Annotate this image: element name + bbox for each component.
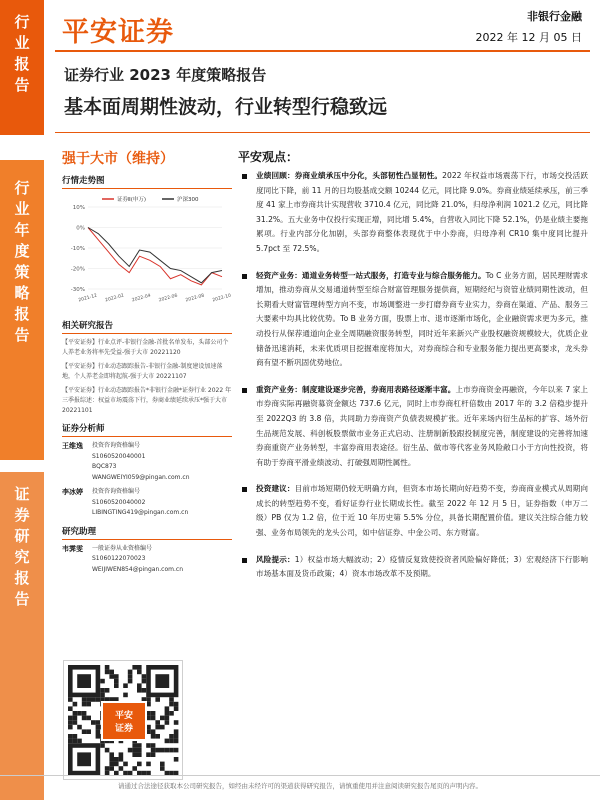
- sidebar-char: 行: [14, 13, 30, 31]
- views-heading: 平安观点：: [238, 150, 299, 164]
- qr-module: [68, 720, 73, 725]
- qr-module: [119, 757, 124, 762]
- view-bullet-text: 目前市场短期仍较无明确方向，但资本市场长期向好趋势不变，券商商业模式从周期向成长的转型趋势不变，看好证券行业长期成长性。截至 2022 年 12 月 5 日，证券指数（申万二级）PB 仅为 1.2 倍，位于近 10 年历史第 5.5% 分位，具备长期配置价值。建议关注综合能力较强、业务布局领先的龙头公司，如中信证券、中金公司、东方财富。: [256, 484, 589, 538]
- qr-module: [114, 679, 119, 684]
- qr-module: [109, 752, 114, 757]
- legend-label: 证券Ⅱ(申万): [117, 197, 146, 203]
- qr-module: [109, 757, 114, 762]
- qr-module: [151, 752, 156, 757]
- sidebar-char: 业: [14, 200, 30, 218]
- view-bullet-title: 业绩回顾：券商业绩承压中分化，头部韧性凸显韧性。: [256, 171, 443, 180]
- qr-module: [146, 743, 151, 748]
- sidebar-research-tag: [0, 472, 44, 800]
- y-tick-label: -10%: [70, 246, 85, 252]
- trend-heading: 行情走势图: [62, 174, 232, 189]
- qr-module: [137, 665, 142, 670]
- legend-label: 沪深300: [177, 197, 199, 203]
- sidebar-char: 报: [14, 305, 30, 323]
- bullet-marker: [242, 174, 247, 179]
- view-bullet: [238, 553, 588, 582]
- analyst-name: 李冰婷: [62, 488, 83, 496]
- view-bullet-title: 风险提示：: [256, 554, 295, 564]
- qr-module: [82, 729, 87, 734]
- qr-module: [169, 734, 174, 739]
- qr-module: [174, 702, 179, 707]
- qr-module: [142, 679, 147, 684]
- qr-module: [151, 729, 156, 734]
- qr-module: [155, 725, 160, 730]
- analyst-name: 王维逸: [62, 442, 83, 450]
- series-line: [88, 228, 222, 283]
- related-report-item[interactable]: 【平安证券】行业动态跟踪报告*非银行金融*证券行业 2022 年三季报综述：权益市场震荡下行，券商业绩延续承压*强于大市 20221101: [62, 387, 232, 414]
- qr-module: [68, 734, 73, 739]
- qr-module: [160, 762, 165, 767]
- qr-module: [105, 670, 110, 675]
- qr-module: [165, 706, 170, 711]
- qr-module: [105, 766, 110, 771]
- view-bullet: [238, 169, 588, 257]
- view-bullet-title: 投资建议：: [256, 484, 295, 494]
- report-type: 证券行业 2023 年度策略报告: [64, 66, 267, 84]
- assistant-list: [62, 544, 232, 576]
- qr-module: [96, 729, 101, 734]
- qr-module: [100, 743, 105, 748]
- analyst-info-line: 投资咨询资格编号: [92, 488, 141, 495]
- qr-module: [146, 752, 151, 757]
- qr-module: [68, 725, 73, 730]
- view-bullet: [238, 383, 588, 471]
- qr-module: [100, 679, 105, 684]
- view-bullet: [238, 269, 588, 371]
- qr-module: [73, 739, 78, 744]
- qr-module: [165, 716, 170, 721]
- qr-module: [137, 670, 142, 675]
- qr-module: [114, 683, 119, 688]
- x-tick-label: 2021-12: [77, 293, 98, 304]
- qr-module: [137, 762, 142, 767]
- qr-module: [169, 748, 174, 753]
- qr-module: [155, 748, 160, 753]
- qr-module: [151, 711, 156, 716]
- footer-divider: [0, 775, 600, 776]
- qr-module: [128, 674, 133, 679]
- view-bullet-text: 上市券商资金再融资，今年以来 7 家上市券商实际再融资募资金额达 737.6 亿元，同时上市券商杠杆倍数由 2017 年的 3.2 倍稳步提升至 2022Q3 的 3.8 倍，共同助力券商资产负债表规模扩张。近年来场内衍生品标的扩容、场外衍生品规范发展、科创板股票做市业务正式启动、注册制新股跟投制度完善，制度建设的完善将加速券商重资产业务转型，丰富券商用表途径。衍生品、做市等代客业务风险敞口小于方向性投资，将有助于券商平滑业绩波动、打破强周期性属性。: [256, 384, 588, 467]
- brand-logo: 平安证券: [62, 17, 174, 48]
- qr-module: [100, 693, 105, 698]
- bullet-marker: [242, 388, 247, 393]
- qr-module: [68, 706, 73, 711]
- qr-module: [123, 762, 128, 767]
- x-tick-label: 2022-06: [158, 293, 179, 304]
- bullet-marker: [242, 558, 247, 563]
- analyst-info-line: 一般证券从业资格编号: [92, 544, 153, 552]
- analyst-info-line: BQC873: [92, 463, 117, 470]
- qr-module: [155, 697, 160, 702]
- right-column: [238, 148, 588, 594]
- qr-module: [68, 716, 73, 721]
- qr-module: [165, 720, 170, 725]
- qr-finder: [77, 674, 91, 688]
- qr-module: [169, 711, 174, 716]
- qr-module: [174, 720, 179, 725]
- view-bullet-title: 轻资产业务：通道业务转型一站式服务，打造专业与综合服务能力。: [256, 270, 486, 280]
- qr-module: [146, 762, 151, 767]
- sidebar-char: 业: [14, 34, 30, 52]
- y-tick-label: -20%: [70, 266, 85, 273]
- sidebar-char: 报: [14, 569, 30, 587]
- sidebar-char: 告: [14, 76, 30, 94]
- sidebar-strategy-tag: [0, 160, 44, 460]
- qr-module: [73, 734, 78, 739]
- qr-badge-text: 平安: [114, 711, 133, 721]
- analyst-entry: [62, 441, 232, 483]
- analyst-info-line: S1060520040002: [92, 498, 146, 506]
- qr-module: [82, 711, 87, 716]
- y-tick-label: 0%: [76, 225, 85, 232]
- sidebar-char: 研: [14, 527, 30, 545]
- views-list: [238, 169, 588, 582]
- analyst-entry: [62, 487, 232, 519]
- qr-module: [132, 743, 137, 748]
- qr-code[interactable]: [63, 660, 183, 780]
- view-bullet: [238, 482, 588, 540]
- qr-module: [174, 739, 179, 744]
- analyst-info-line: S1060122070023: [92, 555, 146, 562]
- analyst-info-line[interactable]: LIBINGTING419@pingan.com.cn: [92, 509, 189, 516]
- qr-module: [165, 711, 170, 716]
- qr-module: [86, 716, 91, 721]
- analyst-entry: [62, 544, 232, 576]
- qr-module: [151, 716, 156, 721]
- sidebar-char: 告: [14, 590, 30, 608]
- x-tick-label: 2022-02: [104, 293, 125, 304]
- qr-module: [82, 702, 87, 707]
- qr-module: [77, 739, 82, 744]
- qr-module: [165, 739, 170, 744]
- related-report-item[interactable]: 【平安证券】行业点评-非银行金融-首批名单发布，头部公司个人养老业务将率先受益-强于大市 20221120: [62, 339, 229, 356]
- qr-module: [105, 748, 110, 753]
- analyst-info-line: S1060520040001: [92, 452, 146, 460]
- x-tick-label: 2022-08: [185, 293, 205, 304]
- qr-module: [132, 752, 137, 757]
- sidebar-char: 年: [14, 221, 30, 239]
- qr-module: [86, 702, 91, 707]
- title-divider: [55, 132, 590, 133]
- qr-module: [137, 752, 142, 757]
- qr-module: [123, 693, 128, 698]
- qr-module: [91, 697, 96, 702]
- qr-module: [86, 729, 91, 734]
- qr-module: [160, 748, 165, 753]
- qr-module: [174, 748, 179, 753]
- qr-module: [105, 665, 110, 670]
- qr-module: [114, 762, 119, 767]
- qr-module: [73, 702, 78, 707]
- y-tick-label: 10%: [72, 205, 85, 211]
- qr-module: [132, 766, 137, 771]
- analysts-heading: 证券分析师: [62, 422, 232, 437]
- qr-module: [73, 711, 78, 716]
- industry-rating: 强于大市（维持）: [62, 151, 174, 167]
- trend-chart: [62, 193, 232, 311]
- bullet-marker: [242, 274, 247, 279]
- qr-finder: [77, 752, 91, 766]
- qr-module: [96, 720, 101, 725]
- x-tick-label: 2022-04: [131, 293, 152, 304]
- qr-module: [109, 766, 114, 771]
- qr-module: [137, 683, 142, 688]
- y-tick-label: -30%: [70, 287, 85, 293]
- qr-module: [96, 734, 101, 739]
- qr-module: [114, 674, 119, 679]
- view-bullet-text: 2022 年权益市场震荡下行，市场交投活跃度同比下降，前 11 月的日均股基成交额 10244 亿元，同比降 9.0%。券商业绩延续承压，前三季度 41 家上市券商共计实现营收 3710.4 亿元，同比降 21.0%，归母净利润 1021.2 亿元，同比降 31.2%。五大业务中仅投行实现正增，同比增 5.4%，自营收入同比下降 52.1%，仍是业绩主要拖累项。行业内部分化加剧，头部券商整体表现优于中小券商，归母净利 CR10 集中度同比提升 5.7pct 至 72.5%。: [256, 171, 588, 253]
- qr-module: [132, 665, 137, 670]
- qr-module: [119, 752, 124, 757]
- qr-module: [160, 725, 165, 730]
- qr-module: [82, 716, 87, 721]
- qr-module: [151, 743, 156, 748]
- qr-module: [73, 716, 78, 721]
- qr-module: [142, 674, 147, 679]
- qr-module: [174, 706, 179, 711]
- qr-module: [82, 697, 87, 702]
- qr-badge-text: 证券: [114, 724, 133, 734]
- view-bullet-title: 重资产业务：制度建设逐步完善，券商用表路径逐渐丰富。: [256, 384, 456, 394]
- qr-module: [119, 766, 124, 771]
- qr-finder: [155, 674, 169, 688]
- header-divider: [55, 50, 590, 52]
- related-heading: 相关研究报告: [62, 319, 232, 334]
- qr-module: [174, 757, 179, 762]
- qr-module: [142, 688, 147, 693]
- qr-module: [155, 720, 160, 725]
- sidebar-char: 券: [14, 506, 30, 524]
- analyst-info-line[interactable]: WEIJIWEN854@pingan.com.cn: [92, 565, 183, 573]
- qr-module: [165, 748, 170, 753]
- qr-module: [151, 734, 156, 739]
- sidebar-char: 究: [14, 548, 30, 566]
- report-title: 基本面周期性波动，行业转型行稳致远: [64, 96, 388, 118]
- qr-module: [109, 670, 114, 675]
- sidebar-char: 报: [14, 55, 30, 73]
- qr-module: [137, 743, 142, 748]
- sidebar-char: 证: [14, 485, 30, 503]
- x-tick-label: 2022-10: [211, 293, 232, 304]
- qr-module: [155, 734, 160, 739]
- bullet-marker: [242, 487, 247, 492]
- qr-module: [68, 697, 73, 702]
- sidebar-char: 行: [14, 179, 30, 197]
- analyst-info-line: 投资咨询资格编号: [92, 442, 141, 449]
- view-bullet-text: 1）权益市场大幅波动；2）疫情反复致使投资者风险偏好降低；3）宏观经济下行影响市场基本面及货币政策；4）资本市场改革不及预期。: [256, 554, 589, 579]
- qr-badge: [101, 701, 147, 741]
- qr-module: [77, 725, 82, 730]
- qr-module: [169, 739, 174, 744]
- qr-module: [96, 697, 101, 702]
- qr-module: [128, 748, 133, 753]
- sidebar-report-tag: [0, 0, 44, 135]
- qr-module: [151, 748, 156, 753]
- qr-module: [100, 688, 105, 693]
- qr-module: [137, 688, 142, 693]
- sidebar-char: 策: [14, 263, 30, 281]
- qr-module: [96, 725, 101, 730]
- trend-chart-svg: [62, 193, 232, 311]
- analyst-info-line[interactable]: WANGWEIYI059@pingan.com.cn: [92, 473, 190, 481]
- qr-module: [128, 679, 133, 684]
- footer-disclaimer: 请通过合法途径获取本公司研究报告，如经由未经许可的渠道获得研究报告，请慎重使用并注意阅读研究报告尾页的声明内容。: [118, 782, 482, 790]
- related-list: [62, 338, 232, 416]
- qr-module: [128, 670, 133, 675]
- qr-module: [77, 711, 82, 716]
- qr-module: [86, 697, 91, 702]
- qr-module: [105, 688, 110, 693]
- analyst-name: 韦霁雯: [62, 544, 83, 553]
- qr-module: [91, 720, 96, 725]
- industry-category: 非银行金融: [527, 10, 582, 23]
- left-column: [62, 148, 232, 579]
- qr-module: [109, 762, 114, 767]
- sidebar-char: 告: [14, 326, 30, 344]
- assistant-heading: 研究助理: [62, 525, 232, 540]
- qr-module: [73, 720, 78, 725]
- qr-module: [137, 748, 142, 753]
- view-bullet-text: To C 业务方面，居民理财需求增加，推动券商从交易通道转型至综合财富管理服务提供商，短期经纪与资管业绩同期性波动，但长期看大财富管理转型方向不变，市场调整进一步打磨券商专业实力，券商在渠道、产品、服务三大要素中均具比较优势。To B 业务方面，股票上市、退市逐渐市场化，企业融资需求更为多元，推动投行从保荐通道向企业全周期融资服务转型，同时近年来新兴产业股权融资规模较大，优质企业储备迅速消耗，未来优质项目挖掘难度将加大，对券商综合和专业服务能力提出更高要求，龙头券商有望不断巩固优势地位。: [256, 270, 589, 368]
- qr-module: [123, 683, 128, 688]
- report-date: 2022 年 12 月 05 日: [475, 31, 582, 44]
- qr-module: [68, 739, 73, 744]
- qr-module: [169, 702, 174, 707]
- qr-module: [160, 766, 165, 771]
- sidebar-char: 略: [14, 284, 30, 302]
- sidebar-char: 度: [14, 242, 30, 260]
- qr-module: [109, 674, 114, 679]
- qr-module: [169, 697, 174, 702]
- analyst-list: [62, 441, 232, 519]
- qr-module: [174, 729, 179, 734]
- qr-module: [114, 757, 119, 762]
- sidebar: [0, 0, 44, 800]
- qr-module: [132, 748, 137, 753]
- qr-module: [174, 734, 179, 739]
- qr-module: [160, 716, 165, 721]
- related-report-item[interactable]: 【平安证券】行业动态跟踪报告-非银行金融-制度建设加速落地，个人养老金即将起航-强于大市 20221107: [62, 363, 223, 380]
